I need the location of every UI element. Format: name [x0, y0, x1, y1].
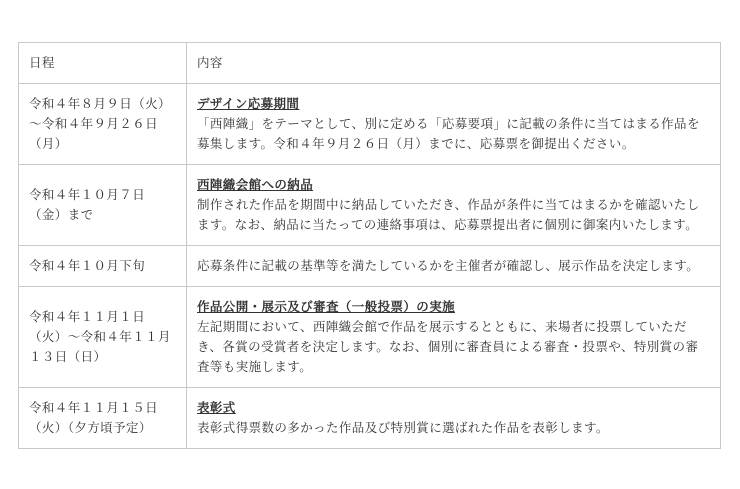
header-date: 日程	[19, 43, 187, 84]
row-date: 令和４年１０月７日（金）まで	[29, 187, 146, 222]
schedule-table	[18, 42, 721, 449]
row-body: 応募条件に記載の基準等を満たしているかを主催者が確認し、展示作品を決定します。	[197, 258, 700, 273]
row-content-cell	[187, 84, 721, 165]
row-content-cell	[187, 165, 721, 246]
row-title: デザイン応募期間	[197, 96, 300, 111]
row-date: 令和４年８月９日（火）～令和４年９月２６日（月）	[29, 96, 171, 151]
row-body: 「西陣織」をテーマとして、別に定める「応募要項」に記載の条件に当てはまる作品を募集します。令和４年９月２６日（月）までに、応募票を御提出ください。	[197, 116, 700, 151]
table-header-row	[19, 43, 721, 84]
header-content: 内容	[187, 43, 721, 84]
row-body: 表彰式得票数の多かった作品及び特別賞に選ばれた作品を表彰します。	[197, 420, 609, 435]
row-content-cell	[187, 388, 721, 449]
row-body: 制作された作品を期間中に納品していただき、作品が条件に当てはまるかを確認いたします。なお、納品に当たっての連絡事項は、応募票提出者に個別に御案内いたします。	[197, 197, 700, 232]
row-title: 表彰式	[197, 400, 236, 415]
table-row	[19, 287, 721, 388]
row-date: 令和４年１１月１５日（火）（夕方頃予定）	[29, 400, 159, 435]
table-row	[19, 84, 721, 165]
row-date-cell	[19, 165, 187, 246]
row-date: 令和４年１０月下旬	[29, 258, 146, 273]
row-content-cell	[187, 287, 721, 388]
row-date: 令和４年１１月１日（火）～令和４年１１月１３日（日）	[29, 309, 171, 364]
row-date-cell	[19, 388, 187, 449]
row-content-cell	[187, 246, 721, 287]
row-date-cell	[19, 287, 187, 388]
table-row	[19, 165, 721, 246]
row-body: 左記期間において、西陣織会館で作品を展示するとともに、来場者に投票していただき、各賞の受賞者を決定します。なお、個別に審査員による審査・投票や、特別賞の審査等も実施します。	[197, 319, 699, 374]
row-title: 作品公開・展示及び審査（一般投票）の実施	[197, 299, 456, 314]
row-date-cell	[19, 246, 187, 287]
table-row	[19, 246, 721, 287]
row-date-cell	[19, 84, 187, 165]
table-row	[19, 388, 721, 449]
row-title: 西陣織会館への納品	[197, 177, 314, 192]
